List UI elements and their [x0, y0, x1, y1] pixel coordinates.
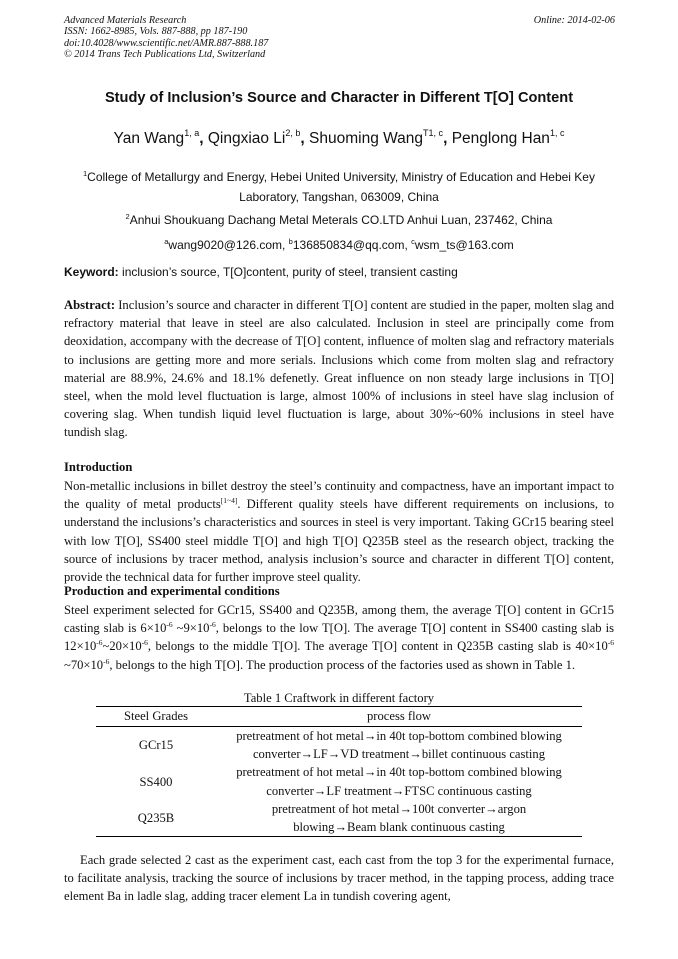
production-text-part: Steel experiment selected for GCr15, SS400 and Q235B, among them, the average T[O] content in GCr15 casting slab is 6×10 — [64, 603, 614, 636]
closing-paragraph — [64, 851, 614, 906]
abstract-label: Abstract: — [64, 298, 116, 312]
affiliation-line: Anhui Shoukuang Dachang Metal Meterals CO.LTD Anhui Luan, 237462, China — [129, 213, 553, 227]
production-text — [64, 601, 614, 674]
production-text-part: ~9×10 — [172, 621, 210, 636]
process-cell — [216, 727, 582, 764]
email-address: wang9020@126.com — [168, 238, 282, 252]
production-text-part: ~70×10 — [64, 657, 104, 672]
email-sup: b — [288, 237, 293, 246]
author-sup: 1, a — [184, 128, 200, 138]
process-cell — [216, 763, 582, 799]
exponent: -6 — [96, 638, 103, 648]
email-sup: c — [411, 237, 415, 246]
introduction-heading: Introduction — [64, 460, 133, 474]
table-row — [96, 763, 582, 799]
exponent: -6 — [209, 620, 216, 630]
abstract-text: Inclusion’s source and character in different T[O] content are studied in the paper, molten slag and refractory material that leave in steel are also calculated. Inclusion in steel are principally come from deoxidation, accompany with the decrease of T[O] content, influence of molten slag and refractory materials to inclusions are getting more and more serials. Inclusions which come from molten slag and refractory material are 88.9%, 24.6% and 18.1% defenetly. Great influence on non steady large inclusions in T[O] steel, when the mold level fluctuation is large, almost 100% of inclusions in steel have slag inclusion of covering slag. When tundish liquid level fluctuation is large, about 30%~60% inclusions in steel have tundish slag. — [64, 298, 615, 440]
email-list: $^a$wang9020@126.com, $^b$136850834@qq.com, $^c$wsm_ts@163.com — [164, 237, 514, 252]
process-cell — [216, 800, 582, 837]
exponent: -6 — [607, 638, 614, 648]
process-line: converter→LF→VD treatment→billet continuous casting — [252, 747, 546, 762]
journal-name: Advanced Materials Research — [64, 15, 187, 26]
introduction-text-part: Non-metallic inclusions in billet destroy the steel’s continuity and compactness, have an important impact to the quality of metal products — [64, 479, 614, 512]
affiliation-line: Laboratory, Tangshan, 063009, China — [239, 189, 439, 204]
email-address: 136850834@qq.com — [292, 238, 405, 252]
reference-citation: [1~4] — [220, 496, 238, 506]
online-date: Online: 2014-02-06 — [533, 15, 615, 26]
table-header-cell: process flow — [216, 707, 582, 727]
craftwork-table — [96, 706, 582, 837]
author-name: Shuoming Wang — [309, 130, 424, 147]
introduction-text-part: . Different quality steels have different requirements on inclusions, to understand the inclusions’s characteristics and sources in steel is very important. Taking GCr15 bearing steel with low T[O], SS400 steel middle T[O] and high T[O] Q235B steel as the research object, tracking the source of inclusions by tracer method, analysis inclusion’s source and character in different T[O] content, provide the technical data for further improve steel quality. — [64, 497, 614, 585]
process-line: pretreatment of hot metal→in 40t top-bottom combined blowing — [236, 729, 562, 743]
production-text-part: , belongs to the middle T[O]. The average T[O] content in Q235B casting slab is 40×10 — [147, 639, 608, 654]
table-caption: Table 1 Craftwork in different factory — [243, 691, 435, 705]
closing-text: Each grade selected 2 cast as the experiment cast, each cast from the top 3 for the experimental furnace, to facilitate analysis, tracking the source of inclusions by tracer method, in the tapping process, adding trace element Ba in ladle slag, adding tracer element La in tundish covering agent, — [64, 853, 614, 904]
process-line: pretreatment of hot metal→in 40t top-bottom combined blowing — [236, 765, 562, 780]
exponent: -6 — [141, 638, 148, 648]
production-heading: Production and experimental conditions — [64, 584, 280, 598]
affiliation-line: College of Metallurgy and Energy, Hebei United University, Ministry of Education and Hebei Key — [87, 170, 595, 184]
author-name: Penglong Han — [451, 130, 550, 147]
grade-cell: GCr15 — [138, 738, 174, 753]
journal-copyright: © 2014 Trans Tech Publications Ltd, Switzerland — [64, 48, 266, 60]
table-header-row — [96, 707, 582, 727]
keyword-label: Keyword: — [64, 265, 119, 279]
author-sup: T1, c — [423, 128, 444, 138]
exponent: -6 — [166, 620, 173, 630]
process-line: pretreatment of hot metal→100t converter→argon — [271, 801, 527, 816]
journal-doi: doi:10.4028/www.scientific.net/AMR.887-888.187 — [64, 37, 269, 49]
process-line: converter→LF treatment→FTSC continuous casting — [266, 783, 532, 798]
author-sup: 2, b — [285, 128, 301, 138]
affiliation-sup: 1 — [83, 169, 88, 178]
table-row — [96, 800, 582, 837]
email-address: wsm_ts@163.com — [414, 238, 514, 252]
journal-issn: ISSN: 1662-8985, Vols. 887-888, pp 187-190 — [64, 26, 248, 38]
affiliation-1 — [64, 164, 614, 207]
author-list: Yan Wang$^{1, a}$, Qingxiao Li$^{2, b}$, Shuoming Wang$^{T1, c}$, Penglong Han$^{1, c}$ — [113, 128, 565, 147]
author-name: Qingxiao Li — [207, 130, 286, 147]
affiliation-2 — [64, 207, 614, 231]
production-text-part: ~20×10 — [102, 639, 142, 654]
production-text-part: , belongs to the low T[O]. The average T[O] content in SS400 casting slab is 12×10 — [64, 621, 615, 654]
grade-cell: Q235B — [96, 800, 216, 837]
grade-cell: SS400 — [139, 774, 173, 789]
author-sup: 1, c — [549, 128, 565, 138]
process-line: blowing→Beam blank continuous casting — [293, 820, 505, 835]
author-name: Yan Wang — [113, 130, 185, 147]
paper-title: Study of Inclusion’s Source and Character in Different T[O] Content — [104, 90, 574, 106]
email-sup: a — [164, 237, 169, 246]
affiliation-sup: 2 — [125, 212, 130, 221]
journal-header — [64, 15, 268, 60]
exponent: -6 — [103, 656, 110, 666]
abstract — [64, 296, 614, 442]
production-text-part: , belongs to the high T[O]. The production process of the factories used as shown in Table 1. — [109, 657, 576, 672]
table-header-cell: Steel Grades — [96, 707, 216, 727]
keywords — [64, 265, 614, 279]
keyword-text: inclusion’s source, T[O]content, purity of steel, transient casting — [122, 265, 458, 279]
table-row — [96, 727, 582, 764]
introduction-text — [64, 477, 614, 586]
